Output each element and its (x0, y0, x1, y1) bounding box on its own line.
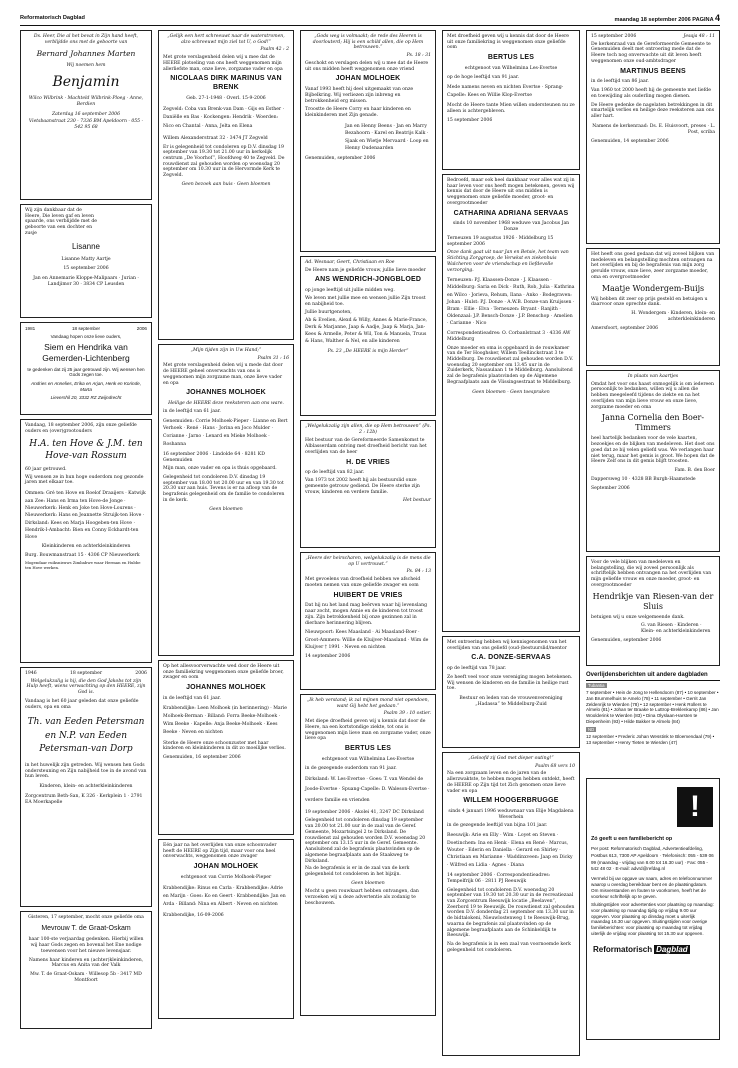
page-date: maandag 18 september 2006 PAGINA 4 (614, 13, 720, 23)
column-3 (300, 30, 436, 1020)
ad-obituary-molhoek-broer: Op het allesvoorverwachte wed door de Heere uit onze familiekring weggenomen onze geliefde broer, zwager en oom JOHANNES MOLHOEK in de leeftijd van 61 jaar. Krabbendijke: Leen Molhoek (in herinnering) · Marie Molhoek-Berman · Billand: Forra Beeke-Molhoek · Wim Beeke · Kapelle: Anja Beeke-Molhoek · Kees Beeke · Neven en nichten Sterke de Heere onze schoonzuster met haar kinderen en kleinkinderen in dit zo moeilijke verlies. Genemuiden, 16 september 2006 (158, 660, 294, 835)
column-1 (20, 30, 152, 1033)
ad-obituary-bertus-les: „Ik heb verstand; ik zal mijnen mond niet opendoen, want Gij hebt het gedaan.” Psalm 39 : 10 ostier. Met diepe droefheid geven wij u kennis dat door de Heere, na een kortstondige ziekte, tot ons is weggenomen mijn lieve man en zorgzame vader, onze lieve opa BERTUS LES echtgenoot van Wilhelmina Les-Evertse in de gezegende ouderdom van 91 jaar. Dirksland: W. Les-Evertse · Goes: T. van Wendel de Joode-Evertse · Spuang-Capelle: D. Waleson-Evertse · verdere familie en vrienden 19 september 2006 · Akolei 41, 3247 DC Dirksland Gelegenheid tot condoleren dinsdag 19 september van 20.00 tot 21.00 uur in de zaal van de Geref. Gemeente, Mozartsingel 2 te Dirksland. De rouwdienst zal gehouden worden D.V. woensdag 20 september om 13.15 uur in de Geref. Gemeente. Aansluitend zal de begrafenis plaatsvinden op de algemene begraafplaats aan de Staakweg te Dirksland. Na de begrafenis is er in de zaal van de kerk gelegenheid tot condoleren in het bijzijn. Geen bloemen Mocht u geen rouwkaart hebben ontvangen, dan verzoeken wij u deze advertentie als zodanig te beschouwen. (300, 694, 436, 1016)
ad-birthday-degraat: Gisteren, 17 september, mocht onze geliefde oma Mevrouw T. de Graat-Oskam haar 100-ste verjaardag gedenken. Hierbij willen wij haar Gods zegen en bovenal het Ene nodige toewensen voor het nieuwe levensjaar. Namens haar kinderen en (achter)kleinkinderen, Marcus en Anita van der Valk Mw. T. de Graat-Oskam · Willesop 5b · 3417 MD Montfoort (20, 911, 152, 1029)
page-number: 4 (714, 13, 720, 23)
ad-obituary-servaas: Bedroefd, maar ook heel dankbaar voor alles wat zij in haar leven voor ons heeft mogen betekenen, geven wij kennis dat door de Heere uit ons midden is weggenomen onze geliefde moeder, groot- en overgrootmoeder CATHARINA ADRIANA SERVAAS sinds 10 november 1968 weduwe van Jacobus Jan Donze Terneuzen 19 augustus 1926 · Middelburg 15 september 2006 Onze dank gaat uit naar Jan en Betsie, het team van Stichting Zorggroep, de Verwkst en ziekenhuis Walcheren voor de vriendschap en liefdevolle verzorging. Terneuzen: P.J. Klaassen-Donze · J. Klaassen · Middelburg: Saria en Dick · Ruth, Rob, Julia · Kathrina en Wilco · Jorieva, Rehum, Ilana · Anko · Bodegraven: Johan · Hulst: P.J. Donze · A.W.B. Donze-van Kruijssen · Bram · Ellie · Elva · Terneuzen: Bryant · Ranjith · Oldenzaal: J.P. Bensch-Donze · J.P. Benschop · Amelien · Carianne · Nico Correspondentieadres: O. Corbanlstraat 3 · 4336 AW Middelburg Onze moeder en oma is opgebaard in de rouwkamer van de Ter Hooghsker, Willem Teellinckstraat 3 te Middelburg. De rouwdienst zal gehouden worden D.V. woensdag 20 september om 13.45 uur in de Zuiderkerk, Nassaulaan 1 te Middelburg. Aansluitend zal de begrafenis plaatsvinden op de Algemene Begraafplaats aan de Vlissingsestraat te Middelburg. Geen bloemen · Geen toespraken (442, 174, 580, 632)
paper-name: Reformatorisch Dagblad (20, 15, 85, 21)
ad-birth-lisanne: Wij zijn dankbaar dat de Heere, Die leven gaf en leven spaarde, ons verblijdde met de geboorte van een dochter en zusje Lisanne Lisanne Matty Aartje 15 september 2006 Jan en Annemarie Kloppe-Malipaars · Jurian · Landjimor 30 · 3834 CP Leusden (20, 204, 152, 318)
other-papers-section: Overlijdensberichten uit andere dagbladen Tubantia 7 september • Hein de Jong te Hellendoorn (87) • 10 september • Jan Brummelhuis te Amelo (78) • 11 september • Gerrit Jan Zeldenrijk te Wierden (78) • 12 september • Henk Rollers te Almelo (81) • Johan ter Braake te Luttrop-Breklenkamp (86) • Jan Woolderink te Wierden (83) • Dina Olyslaan-Harsten te Diepenheim (93) • Hilde Bakker te Almelo (84) ND 12 september • Frederic Johan Wesstink te Bloemendaal (79) • 13 september • Henry Tieten te Wierden (47) (586, 672, 719, 746)
ad-thanks-denboer: In plaats van kaartjes Omdat het voor ons haast onmogelijk is om iedereen persoonlijk te bedanken, willen wij u allen die hebben meegeleefd tijdens de ziekte en na het overlijden van mijn lieve vrouw en onze lieve, zorgzame moeder en oma Janna Cornelia den Boer-Timmers heel hartelijk bedanken voor de vele kaarten, bezoekjes en de blijken van medeleven. Het doet ons goed dat ze bij velen geliefd was. We verlangen haar niet terug, maar het gemis is groot. We hopen dat de Heere Zelf ons in dit gemis blijft troosten. Fam. B. den Boer Dappersweg 10 · 4328 BB Burgh-Haamstede September 2006 (586, 370, 720, 552)
column-2 (158, 30, 294, 1023)
ad-obituary-johan-friends: „Gods weg is volmaakt; de rede des Heeren is doorlouterd; Hij is een schild allen, die op Hem betrouwen.” Ps. 18 : 31 Geschokt en verslagen delen wij u mee dat de Heere uit ons midden heeft weggenomen onze vriend JOHAN MOLHOEK Vanaf 1993 heeft hij deel uitgemaakt van onze Bijbelkring. Wij verliezen zijn inbreng en betrokkenheid erg missen. Troostte de Heere Corry en haar kinderen en kleinkinderen met Zijn genade. Jan en Henny Beens · Jan en Marry Bezahoorn · Karel en Beatrijs Kalk · Sjaak en Wietje Mervaard · Loop en Henny Oudenaarden Genemuiden, september 2006 (300, 30, 436, 252)
ad-condolence-wendrich: Ad. Wesnaar, Geert, Christiaan en Roe De Heere nam je geliefde vrouw, jullie lieve moeder ANS WENDRICH-JONGBLOED op jonge leeftijd uit jullie midden weg. We leven met jullie mee en wensen jullie Zijn troost en nabijheid toe. Jullie buurtgenoten, Ab & Evelien, Alexd & Willy, Annes & Marie-France, Derk & Marjanne, Jaap & Aadje, Jaap & Marja, Jan-Kees & Armelle, Peter & Wil, Ton & Manuela, Truus & Hans, Walther & Nel, en alle kinderen Ps. 23 „De HEERE is mijn Herder” (300, 256, 436, 416)
info-box-submit: ! Zó geeft u een familiebericht op Per post: Reformatorisch Dagblad, Advertentieafdeling, Postbus 613, 7300 AP Apeldoorn · Telefonisch: 055 - 539 06 99 (maandag - vrijdag van 8.00 tot 16.30 uur) · Fax: 055 - 542 48 02 · E-mail: advrd@refdag.nl Vermeld bij uw opgave uw naam, adres en telefoonnummer waarop u overdag bereikbaar bent en de plaatsingdatum. Om misverstanden en fouten te voorkomen, heeft het de voorkeur schriftelijk op te geven. Sluitingstijden voor advertenties voor plaatsing op maandag: voor plaatsing op maandag tijdig op vrijdag 9.00 uur opgeven. Voor plaatsing op dinsdag moet u uiterlijk maandag 16.30 uur opgeven. Sluitingstijden voor overige familieberichten: voor plaatsing op maandag tot vrijdag uiterlijk de vrijdag voor plaatsing tot 15.30 uur opgeven. Reformatorisch Dagblad (586, 778, 720, 1040)
ad-obituary-molhoek-zwager: Eén jaar na het overlijden van onze schoonvader heeft de HEERE op Zijn tijd, maar voor ons heel onverwachts, weggenomen onze zwager JOHAN MOLHOEK echtgenoot van Corrie Molhoek-Pieper Krabbendijke: Rinus en Carla · Krabbendijke: Adrie en Marijn · Goes: Ko en Geert · Krabbendijke: Jan en Arda · Billand: Nina en Albert · Neven en nichten Krabbendijke, 16-09-2006 (158, 839, 294, 1019)
column-5 (586, 30, 720, 1044)
ad-birth-benjamin: Ds. Heer, Die al het bevat in Zijn hand heeft, verblijdde ons met de geboorte van Bernard Johannes Marten Wij noemen hem Benjamin Wilco Wilbrink · Machteld Wilbrink-Ploeg · Anne, Berdien Zaterdag 16 september 2006 Vietsbaanstraat 230 · 7336 BM Apeldoorn · 055 - 542 95 68 (20, 30, 152, 200)
ad-obituary-devries-board: „Welgelukzalig zijn allen, die op Hem betrouwen” (Ps. 2 : 12b) Het bestuur van de Gereformeerde Samenkomst te Alblasserdam ontving met droefheid bericht van het overlijden van de heer H. DE VRIES op de leeftijd van 82 jaar. Van 1973 tot 2002 heeft hij als bestuurslid onze gemeente getrouw gediend. De Heere sterke zijn vrouw, kinderen en verdere familie. Het bestuur (300, 420, 436, 548)
ad-anniversary-tenhove: Vandaag, 18 september 2006, zijn onze geliefde ouders en (over)grootouders H.A. ten Hove & J.M. ten Hove-van Rossum 60 jaar getrouwd. Wij wensen ze in hun hoge ouderdom nog gezonde jaren met elkaar toe. Ommen: Gré ten Hove en Roelof Draaijers · Katwijk aan Zee: Hans en Irma ten Hove-de Jonge · Nieuwerkerk: Henk en Joke ten Hove-Lourens · Nieuwerkerk: Hans en Jeannette Struijk-ten Hove · Dirksland: Kees en Marja Hoogeben-ten Hove · Hendrik-I-Ambacht: Bien en Conny Eckhardt-ten Hove Kleinkinderen en achterkleinkinderen Burg. Bouwmanstraat 15 · 4306 CP Nieuwerkerk Mogendaar ruiksnieuws Zimbabwe waar Herman en Hubbe ten Hove werken. (20, 419, 152, 663)
column-4 (442, 30, 580, 1060)
ad-obituary-bertus-les-oom: Met droefheid geven wij u kennis dat door de Heere uit onze familiekring is weggenomen onze geliefde oom BERTUS LES echtgenoot van Wilhelmina Les-Evertse op de hoge leeftijd van 91 jaar. Mede namens neven en nichten Evertse · Sprang-Capelle: Kees en Willie Klop-Evertse Mocht de Heere tante Mien willen ondersteunen nu ze alleen is achtergebleven. 15 september 2006 (442, 30, 580, 170)
ad-thanks-vanriesen: Voor de vele blijken van medeleven en belangstelling, die wij zoveel persoonlijk als schriftelijk hebben ontvangen na het overlijden van mijn geliefde vrouw en onze moeder, groot- en overgrootmoeder Hendrikje van Riesen-van der Sluis betuigen wij u onze welgemeende dank. G. van Riesen · Kinderen · Klein- en achterkleinkinderen Genemuiden, september 2006 (586, 556, 720, 666)
ad-thanks-wondergem: Het heeft ons goed gedaan dat wij zoveel blijken van medeleven en belangstelling mochten ontvangen na het overlijden en bij de begrafenis van mijn zorg gevulde vrouw, onze lieve, zeer zorgzame moeder, oma en overgrootmoeder Maatje Wondergem-Buijs Wij hebben dit zeer op prijs gesteld en betuigen u daarvoor onze oprechte dank. H. Wondergem · Kinderen, klein- en achterkleinkinderen Amersfoort, september 2006 (586, 248, 720, 366)
ad-obituary-donze-servaas: Met ontroering hebben wij kennisgenomen van het overlijden van ons geliefd (oud-)bestuurslid/mentor C.A. DONZE-SERVAAS op de leeftijd van 78 jaar. Ze heeft veel voor onze vereniging mogen betekenen. Wij wensen de kinderen en de familie in heilige rust toe. Bestuur en leden van de vrouwenvereniging „Hadassa” te Middelburg-Zuid (442, 636, 580, 748)
exclamation-icon: ! (677, 787, 713, 827)
page-header (20, 12, 720, 26)
newspaper-logo: Reformatorisch Dagblad (593, 944, 688, 954)
ad-obituary-hoogerbrugge: „Geloofd zij God met dieper outing!” Psalm 68 vers 10 Na een zorgzaam leven en de jaren van de allerzwaktste, te hebben mogen hebben ontdekt, heeft de HEERE op Zijn tijd tot Zich genomen onze lieve vader en opa WILLEM HOOGERBRUGGE sinds 4 januari 1996 weduwnaar van Elije Magdalena Weverhein in de gezegende leeftijd van bijna 101 jaar. Reeuwijk: Arie en Elly · Wim · Loyet en Steven · Doetinchem: Ina en Henk · Elena en René · Marcus, Wouter · Ederin en Daniella · Gerard en Shirley · Christiaan en Marianne · Waddinxveen: Jaap en Dicky · Wilfred en Lidia · Agnes · Diana 14 september 2006 · Correspondentieadres: Tempelfrijk 06 · 2811 PJ Reeuwijk Gelegenheid tot condoleren D.V. woensdag 20 september van 19.30 tot 20.30 uur in de recreatiezaal van Zorgcentrum Reeuwijk locatie „Beelaven”, Zeerbord 19 te Reeuwijk. De rouwdienst zal gehouden worden D.V. donderdag 21 september om 13.30 uur in de bidtalokeni, Nieuwlostenweg 1 te Reeuwijk-Brug, waarna de begrafenis zal plaatsvinden op de algemene begraafplaats aan de Schinkeldijk te Reeuwijk. Na de begrafenis is in een zaal van voornoemde kerk gelegenheid tot condoleren. (442, 752, 580, 1056)
ad-anniversary-gemerden: 1981 18 september 2006 Vandaag hopen onze lieve ouders, Siem en Hendrika van Gemerden-Lichtenberg te gedenken dat zij 25 jaar getrouwd zijn. Wij wensen hen Gods zegen toe. Andries en Annelies, Erika en Arjan, Henk en Korinde, Marta Lievershil 20, 3332 RZ Zwijndrecht (20, 322, 152, 415)
ad-obituary-molhoek-family: „Mijn tijden zijn in Uw Hand;” Psalm 31 : 16 Met grote verslagenheid delen wij u mede dat door de HEERE geheel onverwachts van ons is weggenomen mijn zorgzame man, onze lieve vader en opa JOHANNES MOLHOEK Heilige de HEERE deze reeksteren aan ons ware. in de leeftijd van 61 jaar. Genemuiden: Corrie Molhoek-Pieper · Lianne en Bert Verhoek · René · Hans · Jorina en Joco Mulder · Corianne · Jarno · Lenard en Mieke Molhoek · Roshanna 16 september 2006 · Lindolde 64 · 8281 KD Genemuiden Mijn man, onze vader en opa is thuis opgebaard. Gelegenheid tot condoleren D.V. dinsdag 19 september van 18.00 tot 20.00 uur en van 19.30 tot 20.30 uur aan huis. Tevens is er na afloop van de begrafenis gelegenheid om de familie te condoleren in de kerk. Geen bloemen (158, 344, 294, 656)
ad-obituary-vanbrenk: „Gelijk een hert schreeuwt naar de waterstromen, alzo schreeuwt mijn ziel tot U, o God!” Psalm 42 : 2 Met grote verslagenheid delen wij u mee dat de HEERE plotseling van ons heeft weggenomen mijn allerliefste man, onze lieve, zorgzame vader en opa NICOLAAS DIRK MARINUS VAN BRENK Geb. 27-1-1948 · Overl. 15-9-2006 Zegveld: Coba van Brenk-van Dam · Gijs en Esther · Daniëlle en Bas · Kockengen: Hendrik · Woerden: Nico en Chantal · Anna, Jelta en Elena Willem Alexanderstraat 32 · 3474 JT Zegveld Er is gelegenheid tot condoleren op D.V. dinsdag 19 september van 19.30 tot 21.00 uur in kerkelijk centrum „De Voorhof”, Hoofdweg 40 te Zegveld. De rouwdienst zal gehouden worden op woensdag 20 september om 10.30 uur in de Hervormde Kerk te Zegveld. Geen bezoek aan huis · Geen bloemen (158, 30, 294, 340)
ad-obituary-beens: 15 september 2006 Jesaja 48 : 11 De kerkenraad van de Gereformeerde Gemeente te Genemuiden deelt met ontroering mede dat de Heere toch nog onverwachte uit dit leven heeft weggenomen onze oud-ambtsdrager MARTINUS BEENS in de leeftijd van 86 jaar. Van 1960 tot 2000 heeft hij de gemeente met liefde en toewijding als ouderling mogen dienen. De Heere gedenke de nagelaten betrekkingen in dit smartelijk verlies en heilige deze reeksteren aan ons aller hart. Namens de kerkenraad: Ds. E. Huisvoort, preses · L. Post, scriba Genemuiden, 14 september 2006 (586, 30, 720, 244)
ad-obituary-huibert-devries: „Heere der heirscharen, welgelukzalig is de mens die op U vertrouwt.” Ps. 84 : 13 Met gevoelens van droefheid hebben we afscheid moeten nemen van onze geliefde zwager en oom HUIBERT DE VRIES Dat hij nu het land mag beërven waar hij levenslang naar zocht, mogen Annie en de kinderen tot troost zijn. Zijn betrokkenheid bij onze gezinnen zal in dierbare herinnering blijven. Nieuwpoort: Kees Maasland · Ai Maasland-Boer · Groot-Ammers: Willie de Kluijver-Maasland · Wim de Kluijver † 1991 · Neven en nichten 14 september 2006 (300, 552, 436, 690)
ad-anniversary-vaneeden: 1946 18 september 2006 Welgelukzalig is hij, die den God Jakobs tot zijn Hulp heeft, wiens verwachting op den HEERE, zijn God is. Vandaag is het 60 jaar geleden dat onze geliefde ouders, opa en oma Th. van Eeden Petersman en N.P. van Eeden Petersman-van Dorp in het huwelijk zijn getreden. Wij wensen hen Gods ondersteuning en Zijn nabijheid toe in de avond van hun leven. Kinderen, klein- en achterkleinkinderen Zorgcentrum Beth-San, K 326 · Kerkplein 1 · 2791 EA Moerkapelle (20, 667, 152, 907)
